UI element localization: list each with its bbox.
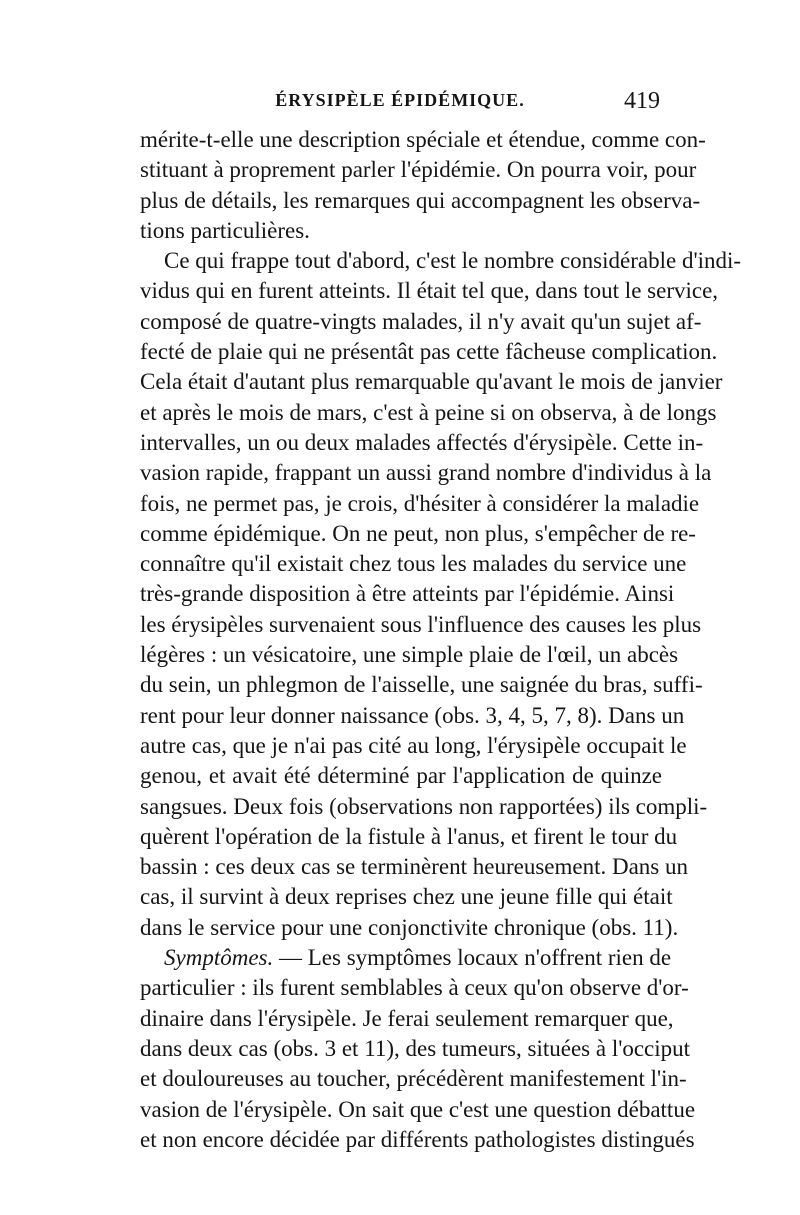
text-line: du sein, un phlegmon de l'aisselle, une saignée du bras, suffi- bbox=[140, 672, 703, 698]
text-line: Ce qui frappe tout d'abord, c'est le nombre considérable d'indi- bbox=[164, 248, 742, 274]
text-line: et après le mois de mars, c'est à peine si on observa, à de longs bbox=[140, 399, 717, 425]
text-line: vidus qui en furent atteints. Il était tel que, dans tout le service, bbox=[140, 278, 719, 304]
text-line: et non encore décidée par différents pathologistes distingués bbox=[140, 1126, 695, 1152]
text-line: vasion de l'érysipèle. On sait que c'est une question débattue bbox=[140, 1096, 696, 1122]
text-line: très-grande disposition à être atteints par l'épidémie. Ainsi bbox=[140, 581, 675, 607]
text-line: légères : un vésicatoire, une simple plaie de l'œil, un abcès bbox=[140, 642, 679, 668]
text-line: plus de détails, les remarques qui accompagnent les observa- bbox=[140, 187, 701, 213]
text-line: autre cas, que je n'ai pas cité au long, l'érysipèle occupait le bbox=[140, 732, 687, 758]
text-line: quèrent l'opération de la fistule à l'anus, et firent le tour du bbox=[140, 823, 678, 849]
text-line: mérite-t-elle une description spéciale et étendue, comme con- bbox=[140, 127, 706, 152]
text-line: fecté de plaie qui ne présentât pas cette fâcheuse complication. bbox=[140, 339, 718, 365]
text-line: et douloureuses au toucher, précédèrent manifestement l'in- bbox=[140, 1066, 687, 1092]
section-symptomes-line bbox=[140, 943, 672, 973]
text-line: tions particulières. bbox=[140, 217, 310, 243]
text-line: Cela était d'autant plus remarquable qu'avant le mois de janvier bbox=[140, 369, 723, 395]
text-line: genou, et avait été déterminé par l'application de quinze bbox=[140, 763, 662, 789]
text-line: intervalles, un ou deux malades affectés d'érysipèle. Cette in- bbox=[140, 429, 704, 455]
text-line: connaître qu'il existait chez tous les malades du service une bbox=[140, 551, 687, 577]
text-line: sangsues. Deux fois (observations non rapportées) ils compli- bbox=[140, 793, 708, 819]
section-heading-symptomes: Symptômes. bbox=[164, 945, 274, 971]
text-line: vasion rapide, frappant un aussi grand nombre d'individus à la bbox=[140, 460, 712, 486]
page-number: 419 bbox=[624, 88, 660, 114]
text-line: les érysipèles survenaient sous l'influence des causes les plus bbox=[140, 611, 702, 637]
text-line: comme épidémique. On ne peut, non plus, s'empêcher de re- bbox=[140, 520, 696, 546]
section-symptomes-text: — Les symptômes locaux n'offrent rien de bbox=[273, 945, 672, 971]
text-line: fois, ne permet pas, je crois, d'hésiter à considérer la maladie bbox=[140, 490, 700, 516]
text-line: composé de quatre-vingts malades, il n'y avait qu'un sujet af- bbox=[140, 308, 702, 334]
text-line: dinaire dans l'érysipèle. Je ferai seulement remarquer que, bbox=[140, 1005, 674, 1031]
body-text bbox=[140, 125, 742, 1155]
text-line: dans le service pour une conjonctivite chronique (obs. 11). bbox=[140, 914, 679, 940]
page-header bbox=[140, 88, 660, 118]
text-line: stituant à proprement parler l'épidémie. On pourra voir, pour bbox=[140, 157, 697, 183]
text-line: particulier : ils furent semblables à ceux qu'on observe d'or- bbox=[140, 975, 689, 1001]
text-line: bassin : ces deux cas se terminèrent heureusement. Dans un bbox=[140, 854, 688, 880]
running-title: ÉRYSIPÈLE ÉPIDÉMIQUE. bbox=[275, 90, 525, 110]
text-line: rent pour leur donner naissance (obs. 3, 4, 5, 7, 8). Dans un bbox=[140, 702, 685, 728]
text-line: dans deux cas (obs. 3 et 11), des tumeurs, situées à l'occiput bbox=[140, 1035, 691, 1061]
text-line: cas, il survint à deux reprises chez une jeune fille qui était bbox=[140, 884, 673, 910]
